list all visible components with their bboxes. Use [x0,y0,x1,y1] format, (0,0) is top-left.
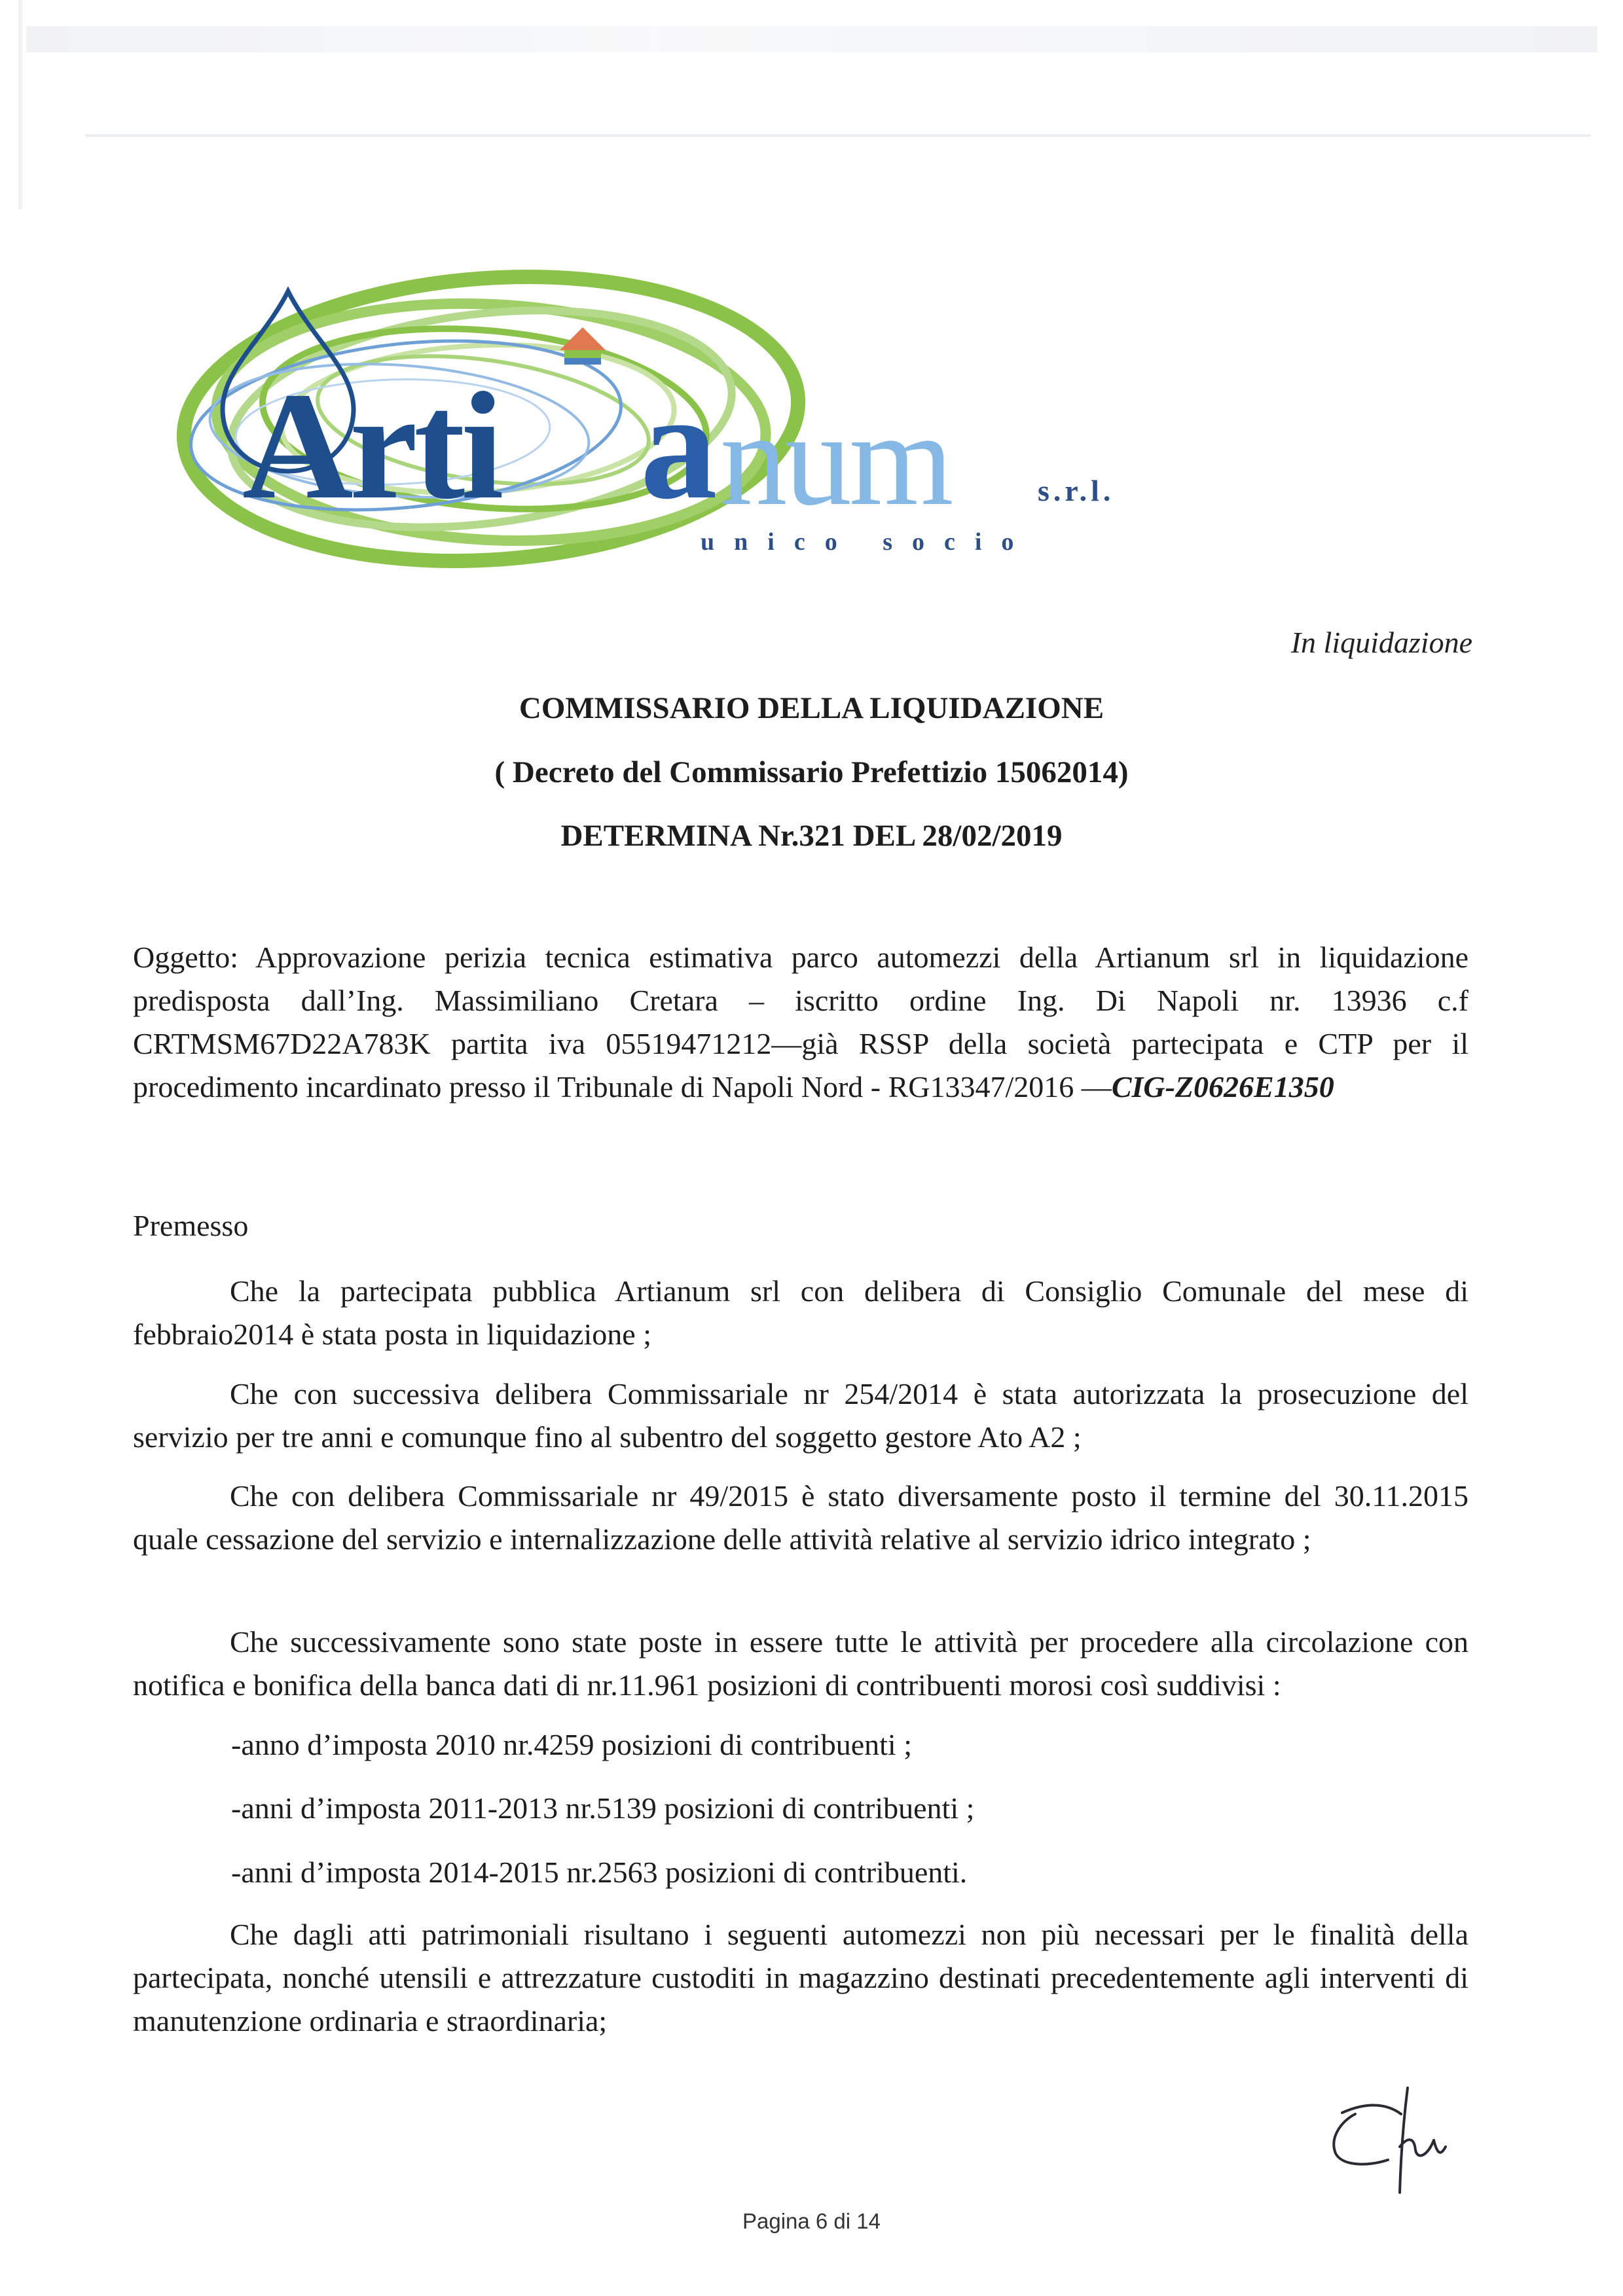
svg-text:s.r.l.: s.r.l. [1038,474,1115,507]
handwritten-signature [1316,2075,1473,2206]
paragraph-2: Che con successiva delibera Commissariale nr 254/2014 è stata autorizzata la prosecuzione del servizio per tre anni e comunque fino al subentro del soggetto gestore Ato A2 ; [133,1377,1468,1454]
paragraph-4: Che successivamente sono state poste in essere tutte le attività per procedere alla circolazione con notifica e bonifica della banca dati di nr.11.961 posizioni di contribuenti morosi così suddivisi : [133,1625,1468,1702]
svg-text:num: num [720,385,951,533]
paragraph-1: Che la partecipata pubblica Artianum srl con delibera di Consiglio Comunale del mese di febbraio2014 è stata posta in liquidazione ; [133,1274,1468,1351]
page-number: Pagina 6 di 14 [742,2209,881,2233]
scan-top-artifact [26,26,1597,52]
svg-text:a: a [640,361,718,531]
subject-text: Oggetto: Approvazione perizia tecnica estimativa parco automezzi della Artianum srl in liquidazione predisposta dall’Ing. Massimiliano Cretara – iscritto ordine Ing. Di Napoli nr. 13936 c.f CRTMSM67D22A783K partita iva 05519471212—già RSSP della società partecipata e CTP per il procedimento incardinato presso il Tribunale di Napoli Nord - RG13347/2016 — [133,941,1468,1103]
liquidation-status: In liquidazione [1290,626,1472,659]
house-icon [560,327,606,365]
premesso-heading: Premesso [133,1209,249,1242]
svg-text:Arti: Arti [242,361,500,531]
scan-edge-artifact [18,0,22,209]
paragraph-3: Che con delibera Commissariale nr 49/2015 è stato diversamente posto il termine del 30.11.2015 quale cessazione del servizio e internalizzazione delle attività relative al servizio idrico integrato ; [133,1479,1468,1556]
paragraph-5: Che dagli atti patrimoniali risultano i seguenti automezzi non più necessari per le finalità della partecipata, nonché utensili e attrezzature custoditi in magazzino destinati precedentemente agli interventi di manutenzione ordinaria e straordinaria; [133,1918,1468,2037]
heading-determina: DETERMINA Nr.321 DEL 28/02/2019 [560,819,1063,853]
company-logo [124,223,1172,628]
heading-commissario: COMMISSARIO DELLA LIQUIDAZIONE [519,691,1104,725]
list-item: -anni d’imposta 2011-2013 nr.5139 posizioni di contribuenti ; [231,1791,975,1825]
heading-decreto: ( Decreto del Commissario Prefettizio 15062014) [494,755,1129,789]
scan-line-artifact [85,134,1591,137]
list-item: -anno d’imposta 2010 nr.4259 posizioni di contribuenti ; [231,1728,912,1761]
cig-code: CIG-Z0626E1350 [1111,1070,1334,1103]
subject-paragraph [133,936,1468,1109]
svg-text:unico socio: unico socio [701,528,1034,556]
list-item: -anni d’imposta 2014-2015 nr.2563 posizioni di contribuenti. [231,1856,968,1889]
